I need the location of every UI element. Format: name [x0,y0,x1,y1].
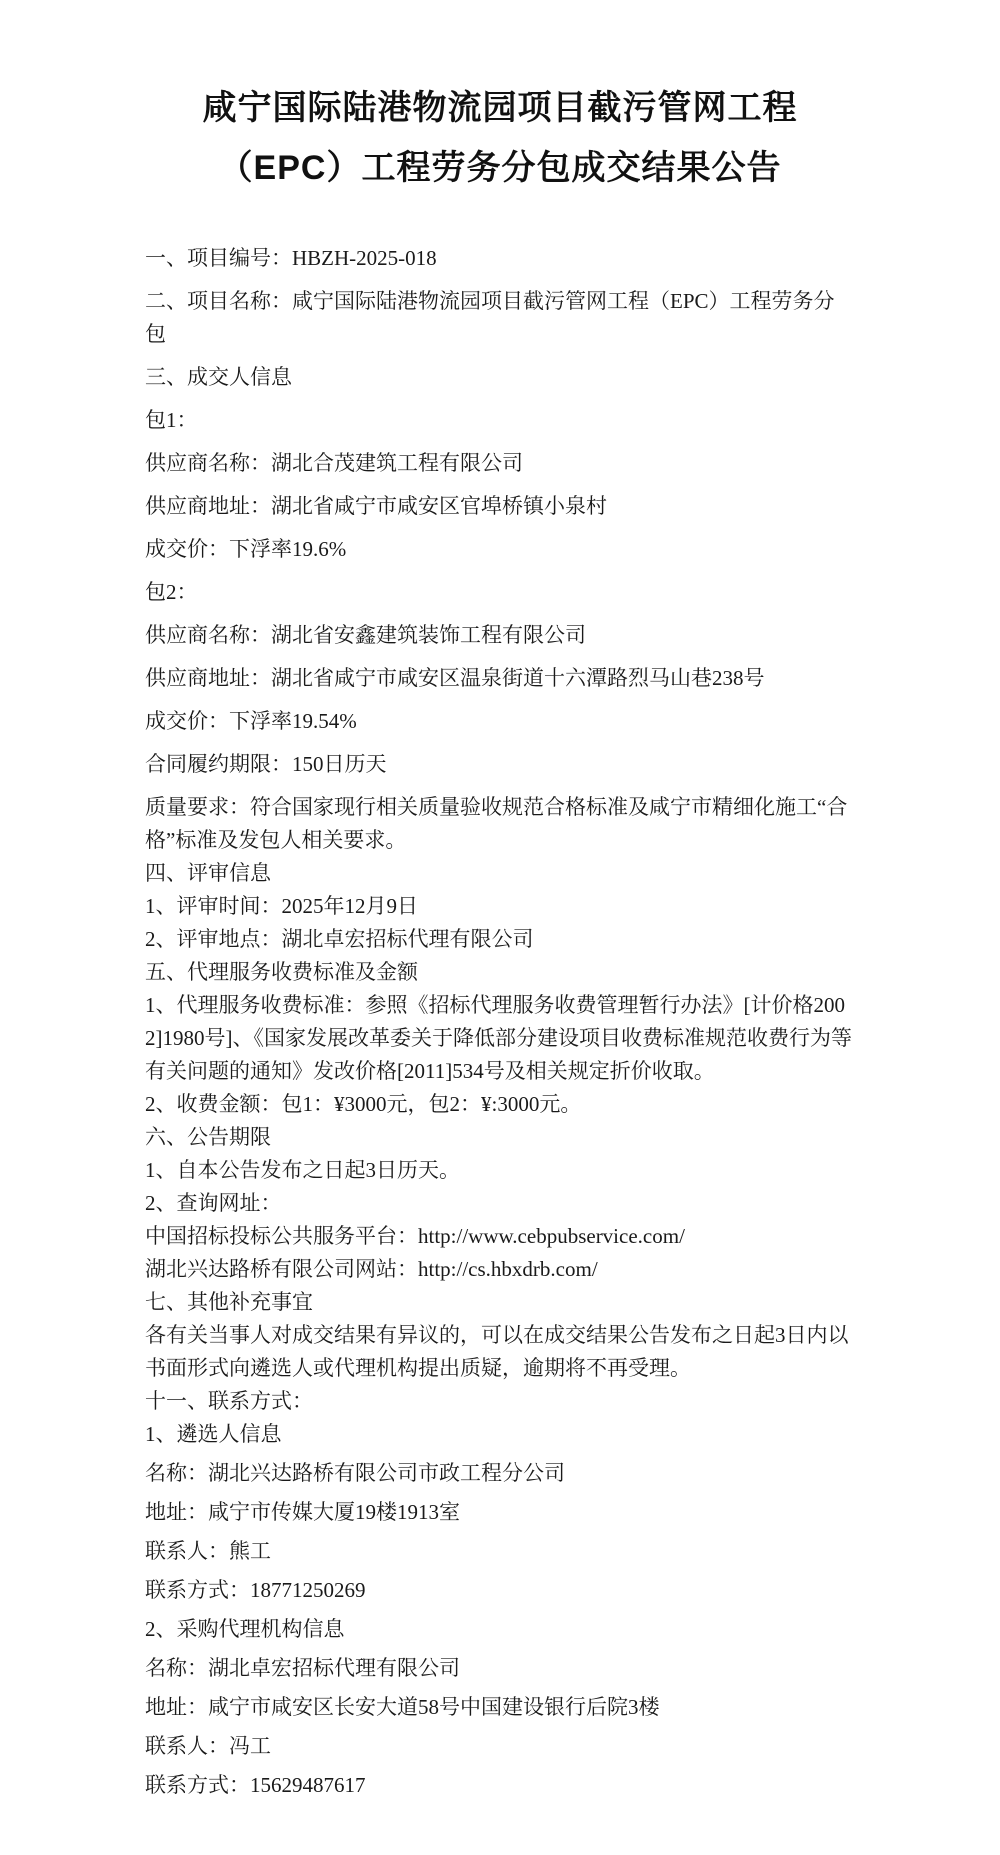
para-agency-name: 名称：湖北卓宏招标代理有限公司 [145,1656,460,1680]
document-body [145,242,855,1802]
page-title-line1: 咸宁国际陆港物流园项目截污管网工程 [202,89,798,127]
para-notice-period-heading: 六、公告期限 [145,1125,271,1149]
para-package2-supplier: 供应商名称：湖北省安鑫建筑装饰工程有限公司 [145,623,586,647]
para-agency-address: 地址：咸宁市咸安区长安大道58号中国建设银行后院3楼 [145,1695,660,1719]
para-agency-phone: 联系方式：15629487617 [145,1773,366,1797]
para-agency-fee-amount: 2、收费金额：包1：¥3000元，包2：¥:3000元。 [145,1092,582,1116]
para-agency-fee-standard: 1、代理服务收费标准：参照《招标代理服务收费管理暂行办法》[计价格2002]1980号]、《国家发展改革委关于降低部分建设项目收费标准规范收费行为等有关问题的通知》发改价格[2011]534号及相关规定折价收取。 [145,993,852,1083]
para-project-name: 二、项目名称：咸宁国际陆港物流园项目截污管网工程（EPC）工程劳务分包 [145,289,835,346]
para-query-url-cebpub: 中国招标投标公共服务平台：http://www.cebpubservice.com/ [145,1224,685,1248]
para-review-heading: 四、评审信息 [145,861,271,885]
page-title-line2: （EPC）工程劳务分包成交结果公告 [218,149,782,187]
para-selector-phone: 联系方式：18771250269 [145,1578,366,1602]
para-agency-fee-heading: 五、代理服务收费标准及金额 [145,960,418,984]
para-package1-supplier: 供应商名称：湖北合茂建筑工程有限公司 [145,451,523,475]
para-package2-label: 包2： [145,580,198,604]
para-package1-price: 成交价：下浮率19.6% [145,537,347,561]
para-package1-address: 供应商地址：湖北省咸宁市咸安区官埠桥镇小泉村 [145,494,607,518]
para-notice-duration: 1、自本公告发布之日起3日历天。 [145,1158,460,1182]
para-query-heading: 2、查询网址： [145,1191,282,1215]
para-package2-price: 成交价：下浮率19.54% [145,709,357,733]
para-review-time: 1、评审时间：2025年12月9日 [145,894,418,918]
para-project-number: 一、项目编号：HBZH-2025-018 [145,246,437,270]
para-other-heading: 七、其他补充事宜 [145,1290,313,1314]
para-objection-note: 各有关当事人对成交结果有异议的，可以在成交结果公告发布之日起3日内以书面形式向遴选人或代理机构提出质疑，逾期将不再受理。 [145,1323,849,1380]
para-selector-name: 名称：湖北兴达路桥有限公司市政工程分公司 [145,1461,565,1485]
para-query-url-hbxdrb: 湖北兴达路桥有限公司网站：http://cs.hbxdrb.com/ [145,1257,598,1281]
para-winner-info-heading: 三、成交人信息 [145,365,292,389]
page-title [110,78,890,198]
para-package1-label: 包1： [145,408,198,432]
para-package2-address: 供应商地址：湖北省咸宁市咸安区温泉街道十六潭路烈马山巷238号 [145,666,765,690]
para-selector-heading: 1、遴选人信息 [145,1422,282,1446]
para-contact-heading: 十一、联系方式： [145,1389,313,1413]
para-contract-period: 合同履约期限：150日历天 [145,752,387,776]
para-selector-address: 地址：咸宁市传媒大厦19楼1913室 [145,1500,460,1524]
para-quality-requirement: 质量要求：符合国家现行相关质量验收规范合格标准及咸宁市精细化施工“合格”标准及发包人相关要求。 [145,795,848,852]
para-agency-heading: 2、采购代理机构信息 [145,1617,345,1641]
para-agency-person: 联系人：冯工 [145,1734,271,1758]
para-review-location: 2、评审地点：湖北卓宏招标代理有限公司 [145,927,534,951]
para-selector-person: 联系人：熊工 [145,1539,271,1563]
